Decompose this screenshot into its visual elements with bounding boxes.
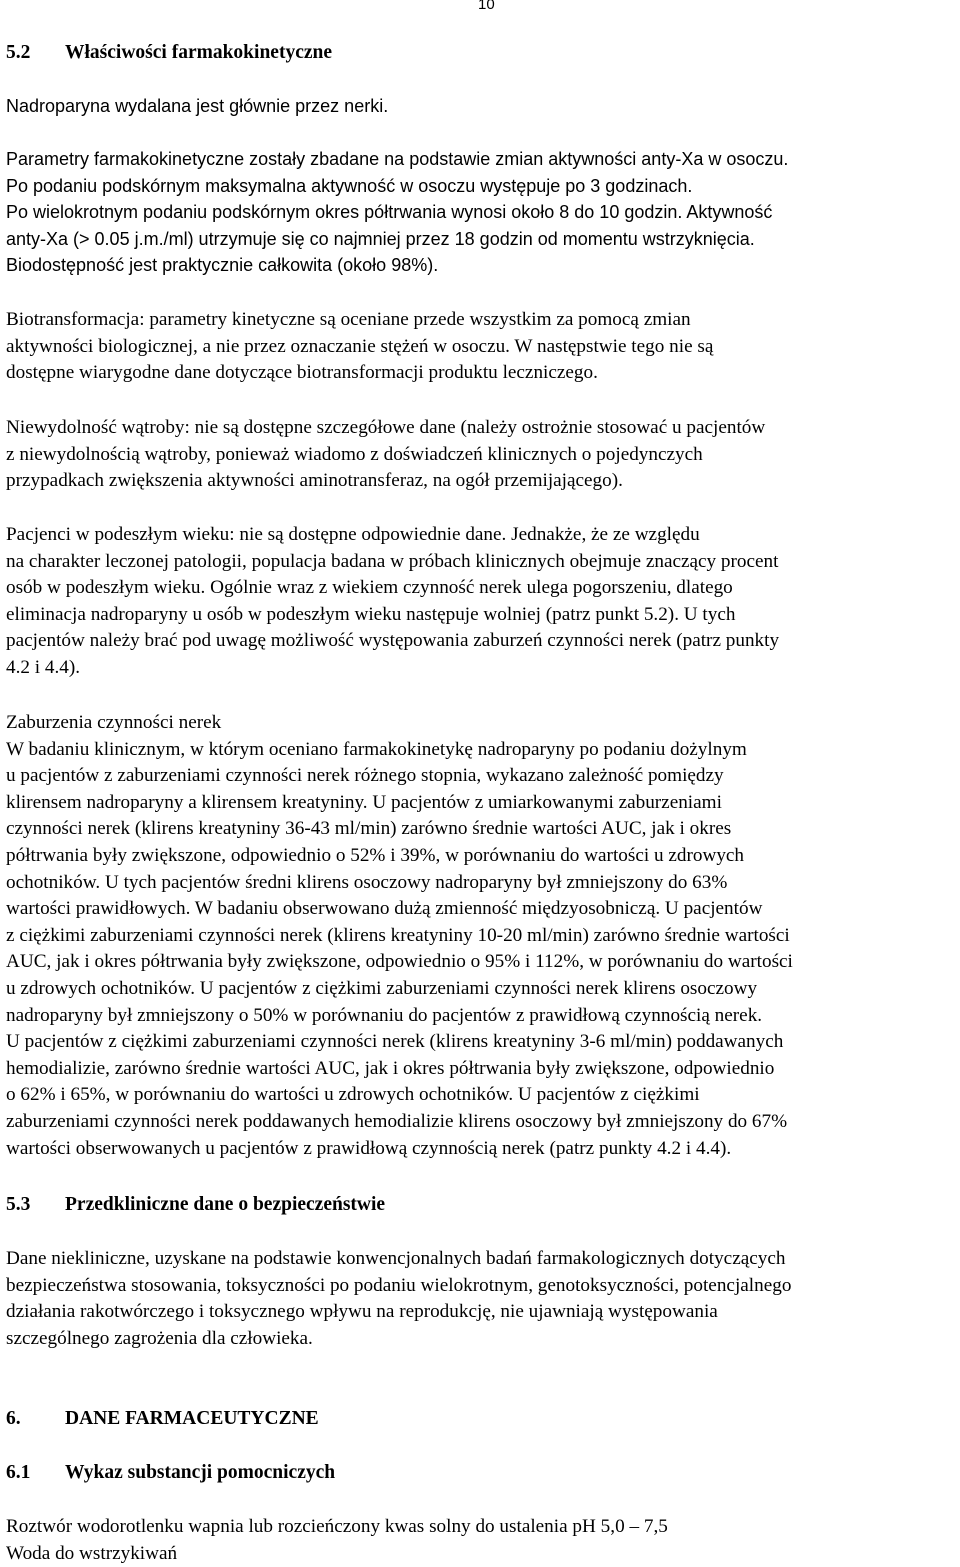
paragraph-preclinical — [6, 1246, 960, 1352]
text-line: AUC, jak i okres półtrwania były zwiększone, odpowiednio o 95% i 112%, w porównaniu do wartości — [6, 951, 793, 973]
section-title: DANE FARMACEUTYCZNE — [65, 1408, 319, 1429]
section-heading-5-3 — [6, 1192, 960, 1219]
text-line: przypadkach zwiększenia aktywności aminotransferaz, na ogół przemijającego). — [6, 470, 623, 492]
text-line: Pacjenci w podeszłym wieku: nie są dostępne odpowiednie dane. Jednakże, że ze względu — [6, 524, 700, 545]
paragraph-renal-impairment — [6, 710, 960, 1162]
text-line: czynności nerek (klirens kreatyniny 36-43 ml/min) zarówno średnie wartości AUC, jak i okres — [6, 818, 732, 840]
paragraph-elderly — [6, 522, 960, 682]
section-number: 6.1 — [6, 1462, 31, 1483]
section-title: Właściwości farmakokinetyczne — [65, 42, 333, 63]
section-heading-6 — [6, 1406, 960, 1433]
text-line: wartości obserwowanych u pacjentów z prawidłową czynnością nerek (patrz punkty 4.2 i 4.4). — [6, 1137, 732, 1159]
text-line: anty-Xa (> 0.05 j.m./ml) utrzymuje się co najmniej przez 18 godzin od momentu wstrzyknięcia. — [6, 228, 755, 249]
text-line: Niewydolność wątroby: nie są dostępne szczegółowe dane (należy ostrożnie stosować u pacjentów — [6, 417, 766, 438]
section-title: Wykaz substancji pomocniczych — [65, 1462, 336, 1483]
paragraph-biotransformation — [6, 307, 960, 387]
text-line: z ciężkimi zaburzeniami czynności nerek (klirens kreatyniny 10-20 ml/min) zarówno średnie wartości — [6, 924, 790, 946]
text-line: o 62% i 65%, w porównaniu do wartości u zdrowych ochotników. U pacjentów z ciężkimi — [6, 1084, 700, 1106]
text-line: Dane niekliniczne, uzyskane na podstawie konwencjonalnych badań farmakologicznych dotyczących — [6, 1248, 786, 1269]
text-line: Po podaniu podskórnym maksymalna aktywność w osoczu występuje po 3 godzinach. — [6, 175, 693, 196]
text-line: Po wielokrotnym podaniu podskórnym okres półtrwania wynosi około 8 do 10 godzin. Aktywność — [6, 202, 773, 223]
text-line: 4.2 i 4.4). — [6, 656, 81, 678]
text-line: aktywności biologicznej, a nie przez oznaczanie stężeń w osoczu. W następstwie tego nie są — [6, 335, 714, 357]
text-line: U pacjentów z ciężkimi zaburzeniami czynności nerek (klirens kreatyniny 3-6 ml/min) poddawanych — [6, 1031, 784, 1053]
text-line: W badaniu klinicznym, w którym oceniano farmakokinetykę nadroparyny po podaniu dożylnym — [6, 738, 747, 760]
text-line: ochotników. U tych pacjentów średni klirens osoczowy nadroparyny był zmniejszony do 63% — [6, 871, 728, 893]
text-line: hemodializie, zarówno średnie wartości AUC, jak i okres półtrwania były zwiększone, odpowiednio — [6, 1057, 775, 1079]
text-line: Biodostępność jest praktycznie całkowita (około 98%). — [6, 255, 439, 276]
text-line: pacjentów należy brać pod uwagę możliwość występowania zaburzeń czynności nerek (patrz punkty — [6, 630, 780, 652]
section-number: 5.2 — [6, 42, 31, 63]
text-line: dostępne wiarygodne dane dotyczące biotransformacji produktu leczniczego. — [6, 362, 598, 384]
text-line: nadroparyny był zmniejszony o 50% w porównaniu do pacjentów z prawidłową czynnością nerek. — [6, 1004, 763, 1026]
text-line: działania rakotwórczego i toksycznego wpływu na reprodukcję, nie ujawniają występowania — [6, 1301, 718, 1323]
text-line: Nadroparyna wydalana jest głównie przez nerki. — [6, 96, 389, 116]
text-line: z niewydolnością wątroby, ponieważ wiadomo z doświadczeń klinicznych o pojedynczych — [6, 443, 703, 465]
section-heading-5-2 — [6, 40, 960, 67]
text-line: Woda do wstrzykiwań — [6, 1542, 178, 1564]
text-line: osób w podeszłym wieku. Ogólnie wraz z wiekiem czynność nerek ulega pogorszeniu, dlatego — [6, 577, 733, 599]
text-line: klirensem nadroparyny a klirensem kreatyniny. U pacjentów z umiarkowanymi zaburzeniami — [6, 791, 722, 813]
text-line: szczególnego zagrożenia dla człowieka. — [6, 1327, 313, 1349]
paragraph-parameters — [6, 146, 960, 279]
text-line: u pacjentów z zaburzeniami czynności nerek różnego stopnia, wykazano zależność pomiędzy — [6, 765, 724, 787]
subheading-renal-impairment: Zaburzenia czynności nerek — [6, 712, 222, 733]
text-line: półtrwania były zwiększone, odpowiednio o 52% i 39%, w porównaniu do wartości u zdrowych — [6, 844, 745, 866]
text-line: zaburzeniami czynności nerek poddawanych hemodializie klirens osoczowy był zmniejszony do 67% — [6, 1110, 788, 1132]
section-number: 5.3 — [6, 1194, 31, 1215]
paragraph-intro — [6, 93, 960, 120]
text-line: bezpieczeństwa stosowania, toksyczności po podaniu wielokrotnym, genotoksyczności, potencjalnego — [6, 1274, 792, 1296]
section-heading-6-1 — [6, 1460, 960, 1487]
text-line: Biotransformacja: parametry kinetyczne są oceniane przede wszystkim za pomocą zmian — [6, 309, 691, 330]
paragraph-excipients — [6, 1514, 960, 1567]
text-line: eliminacja nadroparyny u osób w podeszłym wieku następuje wolniej (patrz punkt 5.2). U tych — [6, 603, 736, 625]
text-line: na charakter leczonej patologii, populacja badana w próbach klinicznych obejmuje znaczący procent — [6, 550, 779, 572]
section-number: 6. — [6, 1408, 21, 1429]
paragraph-liver — [6, 415, 960, 495]
text-line: Parametry farmakokinetyczne zostały zbadane na podstawie zmian aktywności anty-Xa w osoczu. — [6, 149, 789, 169]
page-number: 10 — [478, 0, 495, 13]
text-line: u zdrowych ochotników. U pacjentów z ciężkimi zaburzeniami czynności nerek klirens osoczowy — [6, 977, 758, 999]
text-line: wartości prawidłowych. W badaniu obserwowano dużą zmienność międzyosobniczą. U pacjentów — [6, 898, 763, 920]
text-line: Roztwór wodorotlenku wapnia lub rozcieńczony kwas solny do ustalenia pH 5,0 – 7,5 — [6, 1516, 668, 1537]
section-title: Przedkliniczne dane o bezpieczeństwie — [65, 1194, 386, 1215]
